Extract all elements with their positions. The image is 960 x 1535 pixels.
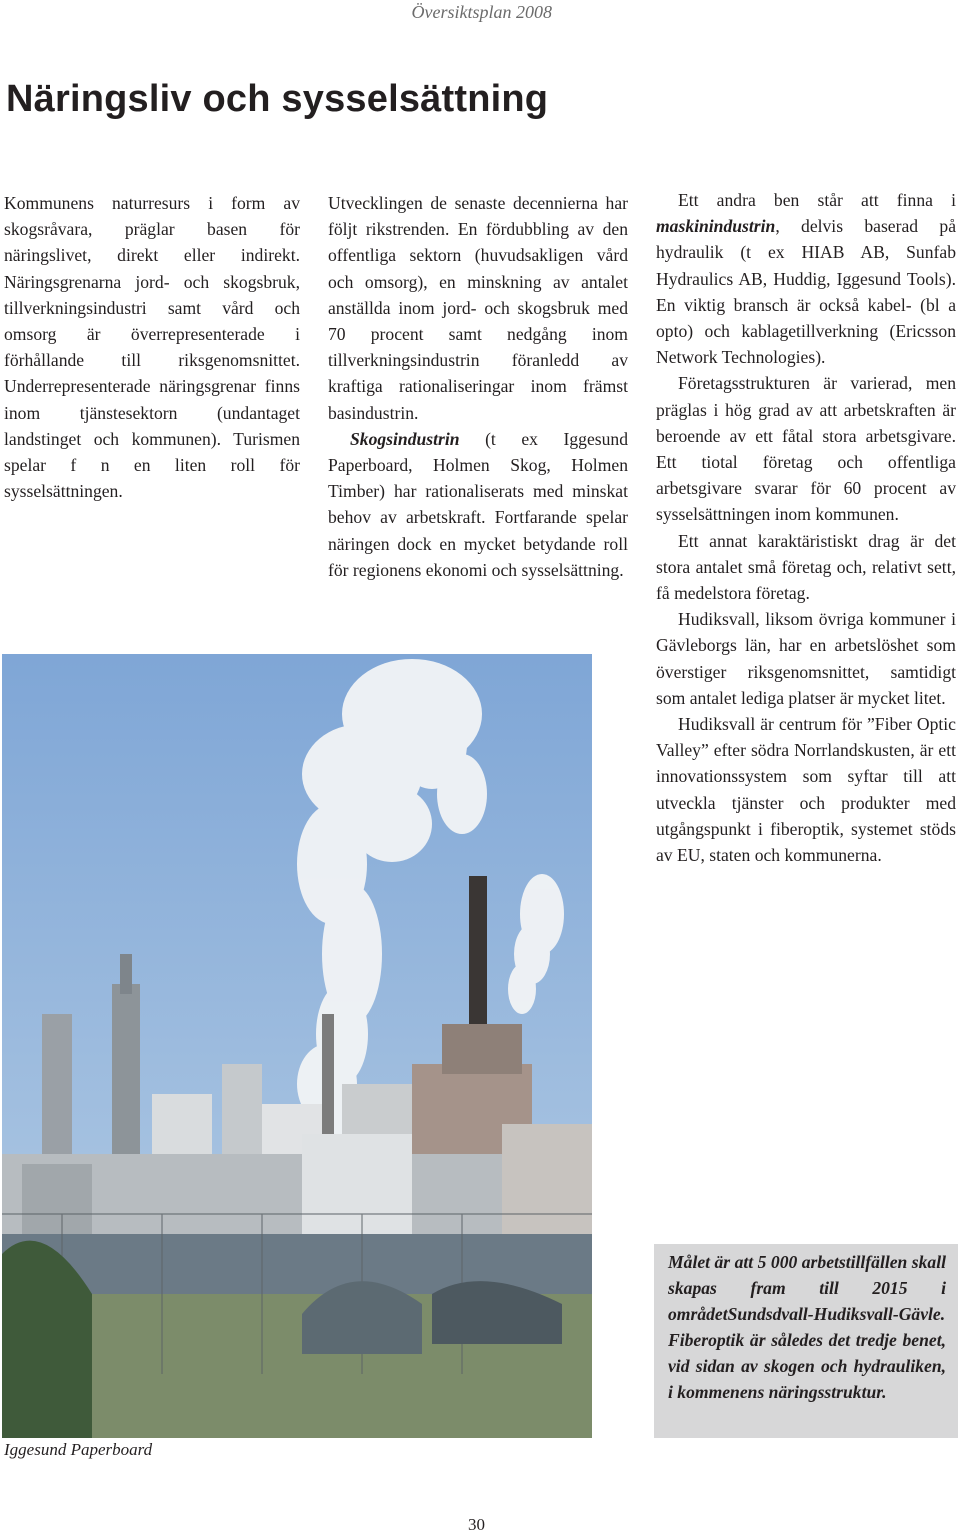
page-number: 30 xyxy=(468,1515,485,1534)
text-column-1 xyxy=(4,190,300,504)
text-column-2 xyxy=(328,190,628,583)
paragraph-development: Utvecklingen de senaste decennierna har följt rikstrenden. En fördubbling av den offentliga sektorn (huvudsakligen vård och omsorg), en minskning av antalet anställda inom jord- och skogsbruk med 70 procent samt nedgång inom tillverkningsindustrin föranledd av kraftiga rationaliseringar inom främst basindustrin. xyxy=(328,193,628,423)
goal-callout-box xyxy=(654,1244,958,1438)
page-title: Näringsliv och sysselsättning xyxy=(6,78,549,120)
machine-industry-lead: Ett andra ben står att finna i xyxy=(678,190,956,210)
emphasis-machine-industry: maskinindustrin xyxy=(656,216,776,237)
paragraph-company-structure: Företagsstrukturen är varierad, men präglas i hög grad av att arbetskraften är beroende av ett fåtal stora arbetsgivare. Ett tiotal företag och offentliga arbetsgivare svarar för 60 procent av sysselsättningen inom kommunen. xyxy=(656,373,956,525)
machine-industry-text: , delvis baserad på hydraulik (t ex HIAB AB, Sunfab Hydraulics AB, Huddig, Iggesund Tools). En viktig bransch är också kabel- (bl a opto) och kablagetillverkning (Ericsson Network Technologies). xyxy=(656,216,956,368)
paragraph-unemployment: Hudiksvall, liksom övriga kommuner i Gävleborgs län, har en arbetslöshet som överstiger riksgenomsnittet, samtidigt som antalet lediga platser är mycket litet. xyxy=(656,609,956,708)
photo-caption: Iggesund Paperboard xyxy=(4,1440,153,1459)
factory-photo xyxy=(2,654,592,1438)
forest-industry-text: (t ex Iggesund Paperboard, Holmen Skog, Holmen Timber) har rationaliserats med minskat behov av arbetskraft. Fortfarande spelar näringen dock en mycket betydande roll för regionens ekonomi och sysselsättning. xyxy=(328,428,628,580)
paragraph-fiber-optic-valley: Hudiksvall är centrum för ”Fiber Optic Valley” efter södra Norrlandskusten, är ett innovationssystem som syftar till att utveckla tjänster och produkter med utgångspunkt i fiberoptik, systemet stöds av EU, staten och kommunerna. xyxy=(656,714,956,866)
running-header: Översiktsplan 2008 xyxy=(411,2,552,22)
emphasis-forest-industry: Skogsindustrin xyxy=(350,428,460,449)
paragraph-small-companies: Ett annat karaktäristiskt drag är det stora antalet små företag och, relativt sett, få medelstora företag. xyxy=(656,530,956,604)
paragraph-machine-industry xyxy=(656,187,956,370)
paragraph-forest-industry xyxy=(328,426,628,583)
factory-illustration xyxy=(2,654,592,1438)
text-column-3 xyxy=(656,187,956,868)
callout-text: Målet är att 5 000 arbetstillfällen skall skapas fram till 2015 i områdetSundsdvall-Hudiksvall-Gävle. Fiberoptik är således det tredje benet, vid sidan av skogen och hydrauliken, i kommenens näringsstruktur. xyxy=(668,1252,946,1402)
paragraph-intro: Kommunens naturresurs i form av skogsråvara, präglar basen för näringslivet, direkt eller indirekt. Näringsgrenarna jord- och skogsbruk, tillverkningsindustri samt vård och omsorg är överrepresenterade i förhållande till riksgenomsnittet. Underrepresenterade näringsgrenar finns inom tjänstesektorn (undantaget landstinget och kommunen). Turismen spelar f n en liten roll för sysselsättningen. xyxy=(4,193,300,502)
